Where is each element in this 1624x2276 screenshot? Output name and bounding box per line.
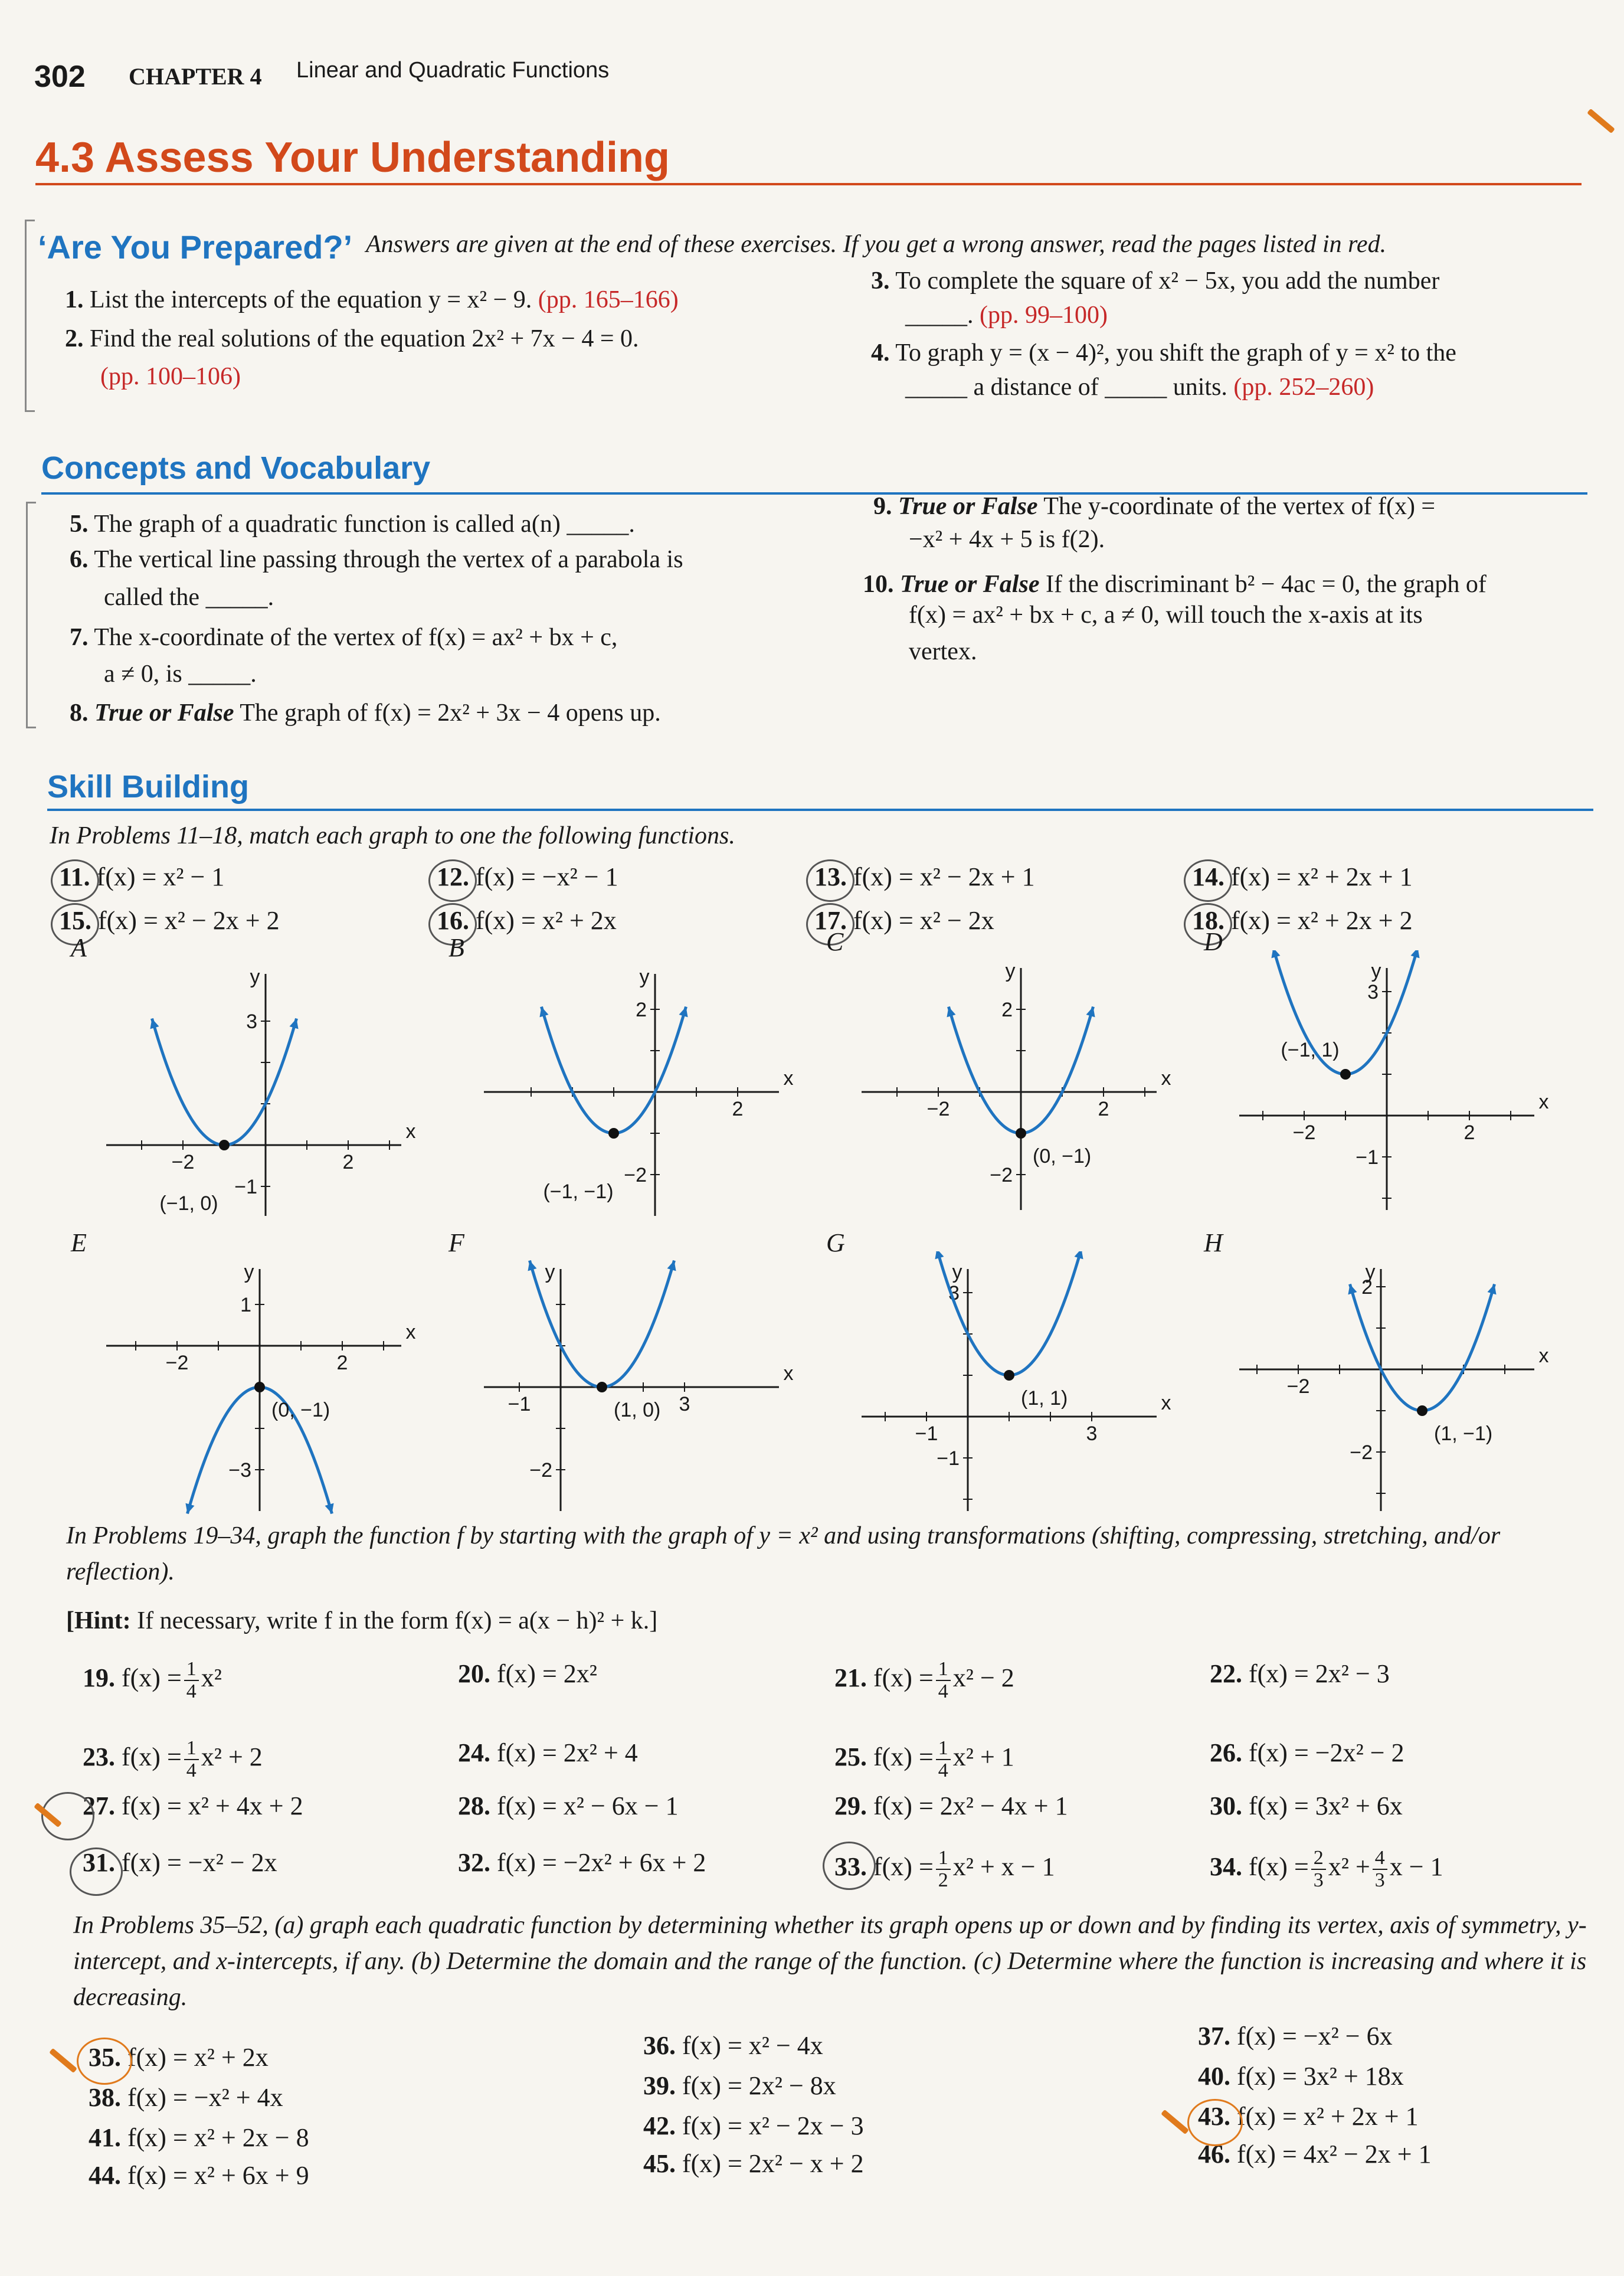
function-lhs: f(x) = — [1249, 1852, 1309, 1881]
item-number: 28. — [458, 1791, 490, 1820]
fraction — [184, 1738, 199, 1781]
handwritten-circle — [77, 2038, 132, 2085]
pencil-mark — [1161, 2110, 1189, 2134]
item-function: f(x) = x² + 2x + 2 — [1231, 906, 1413, 935]
page-ref[interactable]: (pp. 252–260) — [1233, 374, 1374, 401]
item-number: 15. — [59, 906, 91, 935]
function-lhs: f(x) = 3x² + 6x — [1249, 1791, 1403, 1820]
y-tick-label: −2 — [529, 1459, 552, 1482]
fraction — [184, 1659, 199, 1702]
item-text: The y-coordinate of the vertex of f(x) = — [1043, 493, 1436, 520]
concepts-bracket — [26, 502, 36, 728]
item-text: If the discriminant b² − 4ac = 0, the graph of — [1045, 571, 1487, 598]
graph-letter: G — [826, 1228, 845, 1257]
y-axis-label: y — [1005, 960, 1016, 982]
function-rhs: x² + 1 — [952, 1742, 1014, 1771]
item-text: The graph of f(x) = 2x² + 3x − 4 opens up. — [240, 699, 661, 727]
x-tick-label: −2 — [1286, 1375, 1310, 1398]
vertex-label: (1, 1) — [1021, 1387, 1068, 1410]
y-tick-label: −1 — [234, 1176, 257, 1198]
item-function: f(x) = x² + 6x + 9 — [127, 2161, 309, 2190]
concept-item-5 — [70, 506, 635, 542]
hint-label: [Hint: — [66, 1607, 131, 1634]
function-lhs: f(x) = 2x² + 4 — [497, 1738, 638, 1767]
item-text: To complete the square of x² − 5x, you add the number — [895, 267, 1440, 295]
function-rhs: x² + 2 — [201, 1742, 263, 1771]
prepared-bracket — [25, 220, 35, 412]
x-axis-label: x — [1161, 1067, 1171, 1090]
x-axis-label: x — [1538, 1091, 1549, 1113]
item-number: 36. — [643, 2031, 676, 2060]
item-text: The graph of a quadratic function is called a(n) _____. — [94, 511, 635, 538]
skill-heading: Skill Building — [47, 769, 250, 805]
item-number: 38. — [89, 2083, 121, 2112]
item-number: 4. — [871, 339, 890, 367]
y-tick-label: 1 — [240, 1294, 251, 1316]
vertex-point — [597, 1382, 607, 1392]
handwritten-circle — [1187, 2099, 1243, 2146]
item-function: f(x) = −x² − 1 — [476, 862, 618, 891]
item-number: 17. — [814, 906, 847, 935]
item-number: 1. — [65, 286, 84, 313]
prepared-item-4-line2 — [905, 369, 1374, 406]
transform-instructions: In Problems 19–34, graph the function f by starting with the graph of y = x² and using transformations (shifting, compressing, stretching, and/or reflection). — [66, 1522, 1501, 1585]
parabola-curve — [1350, 1284, 1495, 1411]
x-tick-label: 2 — [732, 1098, 744, 1120]
analyze-item — [1198, 2139, 1432, 2169]
vertex-point — [219, 1140, 230, 1150]
y-tick-label: −2 — [990, 1164, 1013, 1186]
graph-letter: A — [71, 933, 87, 962]
handwritten-circle — [51, 859, 99, 902]
page-ref[interactable]: (pp. 165–166) — [538, 286, 679, 313]
prepared-instructions: Answers are given at the end of these exercises. If you get a wrong answer, read the pages listed in red. — [366, 231, 1387, 258]
item-number: 11. — [59, 862, 90, 891]
item-function: f(x) = x² − 4x — [682, 2031, 823, 2060]
item-number: 22. — [1210, 1659, 1242, 1688]
transform-item — [834, 1738, 1014, 1781]
item-function: f(x) = x² + 2x + 1 — [1231, 862, 1413, 891]
vertex-label: (0, −1) — [271, 1399, 330, 1421]
x-axis-label: x — [1538, 1345, 1549, 1367]
item-function: f(x) = x² + 2x − 8 — [127, 2123, 309, 2152]
y-tick-label: −2 — [624, 1164, 647, 1186]
page-ref[interactable]: (pp. 99–100) — [980, 302, 1108, 329]
function-rhs: x − 1 — [1389, 1852, 1443, 1881]
parabola-curve — [152, 1019, 297, 1145]
item-number: 3. — [871, 267, 890, 295]
graph-b — [472, 956, 803, 1228]
function-mid: x² + — [1328, 1852, 1370, 1881]
item-text: To graph y = (x − 4)², you shift the graph of y = x² to the — [895, 339, 1456, 367]
function-lhs: f(x) = x² − 6x − 1 — [497, 1791, 679, 1820]
graph-d — [1227, 950, 1558, 1222]
x-tick-label: 2 — [1098, 1098, 1109, 1120]
item-function: f(x) = x² − 1 — [96, 862, 225, 891]
y-tick-label: −1 — [937, 1447, 960, 1470]
item-number: 16. — [437, 906, 469, 935]
analyze-item — [89, 2160, 309, 2190]
handwritten-circle — [806, 859, 854, 902]
graph-letter: H — [1204, 1228, 1223, 1257]
fraction-numerator: 1 — [936, 1738, 951, 1760]
fraction-denominator: 4 — [186, 1759, 197, 1781]
graph-f — [472, 1251, 803, 1523]
item-text: −x² + 4x + 5 is f(2). — [909, 526, 1105, 553]
item-function: f(x) = x² + 2x — [127, 2043, 269, 2072]
fraction-denominator: 4 — [938, 1759, 948, 1781]
item-number: 41. — [89, 2123, 121, 2152]
hint-text: If necessary, write f in the form f(x) = a(x − h)² + k.] — [137, 1607, 658, 1634]
function-lhs: f(x) = — [873, 1742, 934, 1771]
item-text: called the _____. — [104, 584, 274, 611]
item-number: 21. — [834, 1663, 867, 1692]
skill-rule — [47, 809, 1593, 811]
fraction — [936, 1847, 951, 1891]
vertex-label: (0, −1) — [1033, 1145, 1092, 1168]
item-number: 26. — [1210, 1738, 1242, 1767]
y-axis-label: y — [545, 1261, 555, 1283]
item-function: f(x) = x² − 2x − 3 — [682, 2111, 864, 2140]
item-number: 10. — [863, 571, 894, 598]
prepared-item-3-line2 — [905, 297, 1108, 333]
function-lhs: f(x) = 2x² — [497, 1659, 597, 1688]
y-tick-label: −2 — [1350, 1441, 1373, 1464]
function-lhs: f(x) = — [873, 1852, 934, 1881]
item-function: f(x) = 4x² − 2x + 1 — [1237, 2140, 1432, 2169]
chapter-title: Linear and Quadratic Functions — [296, 58, 610, 83]
x-tick-label: −1 — [915, 1422, 938, 1445]
transform-item — [834, 1659, 1014, 1702]
section-title: 4.3 Assess Your Understanding — [35, 134, 670, 181]
item-number: 7. — [70, 624, 89, 651]
pencil-mark — [1587, 109, 1615, 133]
x-axis-label: x — [1161, 1392, 1171, 1414]
graph-letter: F — [448, 1228, 464, 1257]
section-rule — [35, 183, 1582, 185]
function-lhs: f(x) = — [122, 1663, 182, 1692]
graph-a — [94, 956, 425, 1228]
analyze-item — [1198, 2061, 1404, 2091]
item-number: 39. — [643, 2071, 676, 2100]
vertex-point — [1004, 1370, 1014, 1381]
item-number: 23. — [83, 1742, 115, 1771]
x-axis-label: x — [405, 1321, 416, 1343]
transform-item — [1210, 1847, 1443, 1891]
y-axis-label: y — [250, 966, 260, 988]
fraction-denominator: 2 — [938, 1869, 948, 1891]
transform-item — [458, 1659, 597, 1689]
prepared-item-1 — [65, 282, 679, 318]
x-tick-label: −1 — [508, 1393, 531, 1415]
function-lhs: f(x) = x² + 4x + 2 — [122, 1791, 303, 1820]
item-text: Find the real solutions of the equation 2x² + 7x − 4 = 0. — [90, 325, 639, 352]
graph-g — [850, 1251, 1180, 1523]
vertex-point — [254, 1382, 265, 1392]
match-instructions: In Problems 11–18, match each graph to one the following functions. — [50, 822, 735, 849]
vertex-label: (1, 0) — [614, 1399, 661, 1421]
analyze-instructions: In Problems 35–52, (a) graph each quadratic function by determining whether its graph opens up or down and by finding its vertex, axis of symmetry, y-intercept, and x-intercepts, if any. (b) Determine the domain and the range of the function. (c) Determine where the function is increasing and where it is decreasing. — [73, 1912, 1587, 2011]
function-lhs: f(x) = 2x² − 3 — [1249, 1659, 1390, 1688]
item-number: 32. — [458, 1848, 490, 1877]
analyze-item — [89, 2082, 283, 2113]
analyze-item — [1198, 2021, 1393, 2051]
prepared-item-4 — [871, 335, 1456, 371]
analyze-item — [89, 2123, 309, 2153]
graph-c — [850, 950, 1180, 1222]
concepts-heading: Concepts and Vocabulary — [41, 450, 431, 486]
transform-item — [1210, 1659, 1390, 1689]
x-tick-label: −2 — [1292, 1121, 1316, 1144]
y-axis-label: y — [1365, 1261, 1376, 1283]
fraction-numerator: 1 — [936, 1847, 951, 1870]
x-axis-label: x — [783, 1362, 794, 1385]
x-tick-label: 2 — [342, 1151, 354, 1173]
item-number: 40. — [1198, 2062, 1230, 2091]
fraction — [936, 1738, 951, 1781]
item-function: f(x) = −x² + 4x — [127, 2083, 283, 2112]
function-rhs: x² + x − 1 — [952, 1852, 1055, 1881]
function-lhs: f(x) = −2x² − 2 — [1249, 1738, 1404, 1767]
function-rhs: x² — [201, 1663, 222, 1692]
y-tick-label: 2 — [636, 999, 647, 1021]
y-tick-label: −3 — [228, 1459, 251, 1482]
x-tick-label: −2 — [926, 1098, 950, 1120]
item-text: The x-coordinate of the vertex of f(x) = ax² + bx + c, — [94, 624, 618, 651]
fraction-numerator: 4 — [1373, 1847, 1387, 1870]
prepared-item-2 — [65, 321, 639, 357]
item-number: 25. — [834, 1742, 867, 1771]
item-number: 12. — [437, 862, 469, 891]
x-axis-label: x — [405, 1120, 416, 1143]
handwritten-circle — [823, 1842, 876, 1890]
fraction-denominator: 4 — [186, 1680, 197, 1702]
analyze-item — [643, 2030, 823, 2061]
item-number: 8. — [70, 699, 89, 727]
transform-item — [1210, 1791, 1403, 1821]
item-number: 29. — [834, 1791, 867, 1820]
vertex-point — [1340, 1069, 1351, 1080]
vertex-label: (−1, −1) — [543, 1180, 614, 1203]
item-number: 6. — [70, 546, 89, 573]
item-number: 14. — [1192, 862, 1224, 891]
item-function: f(x) = x² + 2x + 1 — [1237, 2102, 1419, 2131]
fraction — [936, 1659, 951, 1702]
item-number: 37. — [1198, 2022, 1230, 2051]
transform-item — [83, 1659, 222, 1702]
vertex-label: (−1, 0) — [159, 1192, 218, 1215]
item-number: 13. — [814, 862, 847, 891]
item-number: 2. — [65, 325, 84, 352]
function-lhs: f(x) = — [122, 1742, 182, 1771]
vertex-label: (1, −1) — [1434, 1422, 1493, 1445]
vertex-label: (−1, 1) — [1281, 1039, 1340, 1061]
true-false-label: True or False — [898, 493, 1038, 520]
item-function: f(x) = −x² − 6x — [1237, 2022, 1393, 2051]
transform-item — [834, 1791, 1068, 1821]
item-text: _____ a distance of _____ units. — [905, 374, 1227, 401]
item-text: vertex. — [909, 638, 977, 665]
item-number: 9. — [873, 493, 892, 520]
item-number: 42. — [643, 2111, 676, 2140]
handwritten-circle — [70, 1847, 123, 1896]
item-function: f(x) = x² − 2x + 2 — [98, 906, 280, 935]
y-tick-label: 3 — [1367, 981, 1379, 1003]
graph-e — [94, 1251, 425, 1523]
graph-letter: C — [826, 927, 844, 956]
transform-item — [83, 1791, 303, 1821]
transform-item — [83, 1738, 263, 1781]
x-tick-label: 3 — [1086, 1422, 1098, 1445]
fraction-denominator: 3 — [1313, 1869, 1324, 1891]
fraction-numerator: 1 — [936, 1659, 951, 1681]
handwritten-circle — [1184, 859, 1232, 902]
fraction-denominator: 3 — [1374, 1869, 1385, 1891]
item-number: 20. — [458, 1659, 490, 1688]
item-number: 18. — [1192, 906, 1224, 935]
item-number: 35. — [89, 2043, 121, 2072]
function-lhs: f(x) = −2x² + 6x + 2 — [497, 1848, 706, 1877]
parabola-curve — [542, 1007, 686, 1133]
y-axis-label: y — [639, 966, 650, 988]
concept-item-9 — [873, 489, 1435, 525]
transform-item — [1210, 1738, 1404, 1768]
graph-letter: E — [71, 1228, 87, 1257]
item-function: f(x) = x² − 2x + 1 — [853, 862, 1035, 891]
prepared-heading: ‘Are You Prepared?’ — [38, 228, 353, 266]
vertex-point — [1016, 1128, 1026, 1139]
item-function: f(x) = 3x² + 18x — [1237, 2062, 1404, 2091]
item-text: a ≠ 0, is _____. — [104, 660, 257, 688]
x-tick-label: −2 — [165, 1352, 189, 1374]
function-lhs: f(x) = −x² − 2x — [122, 1848, 277, 1877]
item-text: _____. — [905, 302, 974, 329]
chapter-label: CHAPTER 4 — [129, 63, 262, 90]
item-number: 30. — [1210, 1791, 1242, 1820]
item-number: 45. — [643, 2149, 676, 2178]
y-tick-label: 3 — [246, 1011, 257, 1033]
item-number: 31. — [83, 1848, 115, 1877]
item-text: The vertical line passing through the vertex of a parabola is — [94, 546, 683, 573]
fraction-numerator: 1 — [184, 1659, 199, 1681]
item-number: 5. — [70, 511, 89, 538]
x-axis-label: x — [783, 1067, 794, 1090]
fraction — [1311, 1847, 1326, 1891]
x-tick-label: 2 — [1463, 1121, 1475, 1144]
function-lhs: f(x) = 2x² − 4x + 1 — [873, 1791, 1068, 1820]
analyze-item — [643, 2111, 864, 2141]
hint — [66, 1603, 657, 1639]
concept-item-8 — [70, 695, 661, 731]
item-text: f(x) = ax² + bx + c, a ≠ 0, will touch the x-axis at its — [909, 601, 1423, 629]
item-number: 27. — [83, 1791, 115, 1820]
y-tick-label: −1 — [1355, 1146, 1379, 1169]
page-ref[interactable]: (pp. 100–106) — [100, 363, 241, 390]
item-number: 34. — [1210, 1852, 1242, 1881]
x-tick-label: 2 — [336, 1352, 348, 1374]
item-function: f(x) = x² + 2x — [476, 906, 617, 935]
y-axis-label: y — [1371, 960, 1381, 982]
graph-h — [1227, 1251, 1558, 1523]
analyze-item — [643, 2149, 864, 2179]
fraction-numerator: 2 — [1311, 1847, 1326, 1870]
item-text: List the intercepts of the equation y = x² − 9. — [90, 286, 532, 313]
y-tick-label: 3 — [948, 1282, 960, 1304]
transform-item — [458, 1738, 638, 1768]
graph-letter: D — [1204, 927, 1223, 956]
page-number: 302 — [34, 60, 86, 94]
vertex-point — [1417, 1405, 1427, 1416]
fraction-denominator: 4 — [938, 1680, 948, 1702]
prepared-item-3 — [871, 263, 1439, 299]
item-number: 44. — [89, 2161, 121, 2190]
handwritten-circle — [428, 859, 477, 902]
x-tick-label: −2 — [171, 1151, 195, 1173]
item-number: 24. — [458, 1738, 490, 1767]
item-number: 46. — [1198, 2140, 1230, 2169]
y-axis-label: y — [244, 1261, 254, 1283]
vertex-point — [608, 1128, 619, 1139]
concept-item-7 — [70, 620, 617, 656]
function-rhs: x² − 2 — [952, 1663, 1014, 1692]
fraction — [1373, 1847, 1387, 1891]
item-function: f(x) = x² − 2x — [853, 906, 994, 935]
fraction-numerator: 1 — [184, 1738, 199, 1760]
y-tick-label: 2 — [1361, 1276, 1373, 1299]
item-function: f(x) = 2x² − 8x — [682, 2071, 836, 2100]
y-axis-label: y — [952, 1261, 962, 1283]
concept-item-6 — [70, 542, 683, 578]
item-number: 33. — [834, 1852, 867, 1881]
function-lhs: f(x) = — [873, 1663, 934, 1692]
transform-item — [458, 1847, 706, 1878]
item-number: 19. — [83, 1663, 115, 1692]
item-function: f(x) = 2x² − x + 2 — [682, 2149, 864, 2178]
true-false-label: True or False — [94, 699, 234, 727]
x-tick-label: 3 — [679, 1393, 690, 1415]
pencil-mark — [49, 2048, 77, 2073]
item-number: 43. — [1198, 2102, 1230, 2131]
transform-item — [458, 1791, 679, 1821]
graph-letter: B — [448, 933, 464, 962]
analyze-item — [643, 2071, 836, 2101]
true-false-label: True or False — [900, 571, 1040, 598]
y-tick-label: 2 — [1001, 999, 1013, 1021]
